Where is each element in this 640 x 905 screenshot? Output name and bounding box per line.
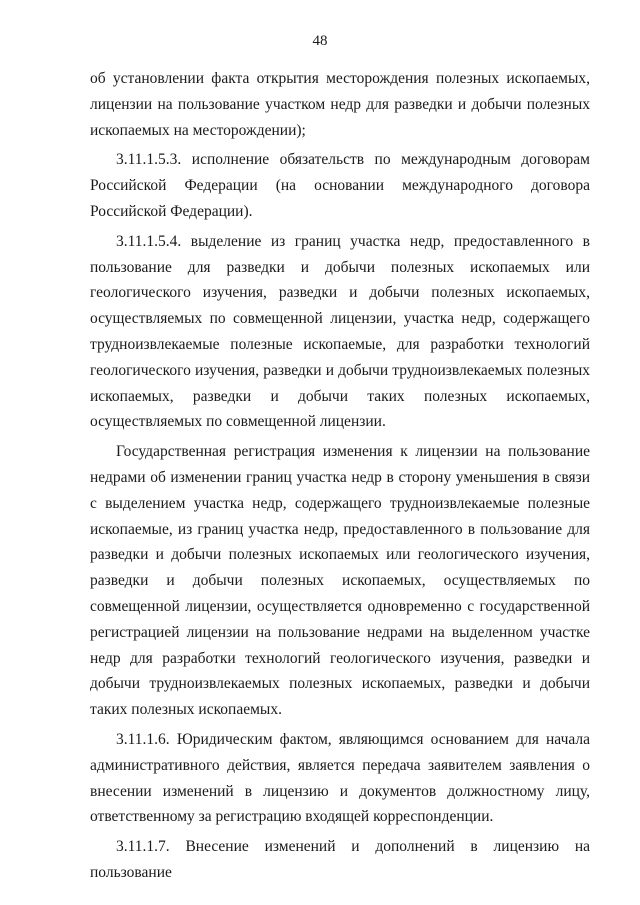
paragraph-3-11-1-5-3: 3.11.1.5.3. исполнение обязательств по международным договорам Российской Федерации (на основании международного договора Российской Федерации). [90,151,590,220]
paragraph-3-11-1-7: 3.11.1.7. Внесение изменений и дополнений в лицензию на пользование [90,838,590,881]
paragraph-3-11-1-5-4: 3.11.1.5.4. выделение из границ участка недр, предоставленного в пользование для разведки и добычи полезных ископаемых или геологического изучения, разведки и добычи полезных ископаемых, осуществляемых по совмещенной лицензии, участка недр, содержащего трудноизвлекаемые полезные ископаемые, для разработки технологий геологического изучения, разведки и добычи трудноизвлекаемых полезных ископаемых, разведки и добычи таких полезных ископаемых, осуществляемых по совмещенной лицензии. [90,232,590,431]
paragraph-state-registration: Государственная регистрация изменения к лицензии на пользование недрами об изменении границ участка недр в сторону уменьшения в связи с выделением участка недр, содержащего трудноизвлекаемые полезные ископаемые, из границ участка недр, предоставленного в пользование для разведки и добычи полезных ископаемых или геологического изучения, разведки и добычи полезных ископаемых, осуществляемых по совмещенной лицензии, осуществляется одновременно с государственной регистрацией лицензии на пользование недрами на выделенном участке недр для разработки технологий геологического изучения, разведки и добычи трудноизвлекаемых полезных ископаемых, разведки и добычи таких полезных ископаемых. [90,443,590,719]
paragraph-continuation: об установлении факта открытия месторождения полезных ископаемых, лицензии на пользование участком недр для разведки и добычи полезных ископаемых на месторождении); [90,70,590,139]
document-body [90,66,590,890]
paragraph-3-11-1-6: 3.11.1.6. Юридическим фактом, являющимся основанием для начала административного действия, является передача заявителем заявления о внесении изменений в лицензию и документов должностному лицу, ответственному за регистрацию входящей корреспонденции. [90,730,590,826]
page-number: 48 [312,33,328,49]
